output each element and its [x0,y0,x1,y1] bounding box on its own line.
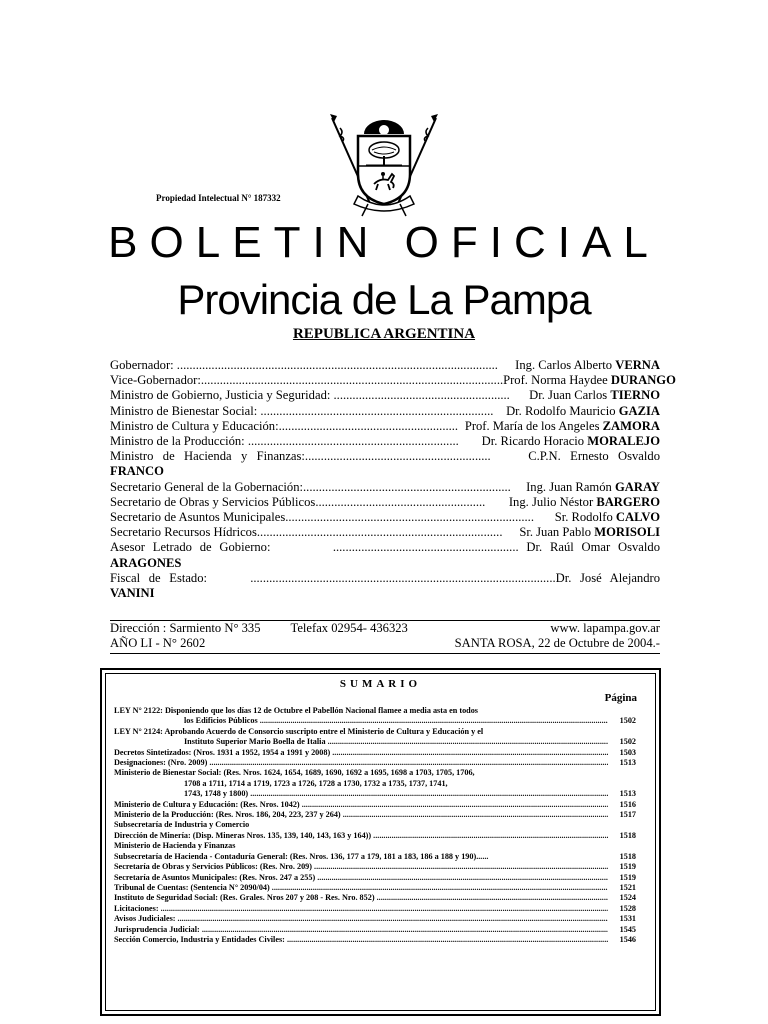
toc-entry-text: los Edificios Públicos [184,716,258,726]
official-role: Secretario General de la Gobernación:.................................................................. [110,479,511,494]
official-role: Gobernador: ...................................................................................................... [110,358,498,372]
toc-entry-text: Secretaría de Obras y Servicios Públicos: (Res. Nro. 209) [114,862,312,872]
toc-entry[interactable] [114,831,636,841]
toc-page-number: 1518 [619,851,636,861]
toc-entry-text: 1708 a 1711, 1714 a 1719, 1723 a 1726, 1728 a 1730, 1732 a 1735, 1737, 1741, [184,778,448,788]
toc-entry-text: Secretaría de Asuntos Municipales: (Res. Nros. 247 a 255) [114,872,316,882]
toc-entry[interactable] [114,748,636,758]
official-row: Asesor Letrado de Gobierno: ........................................................... Dr. Raúl Omar Osvaldo [110,540,660,555]
official-row [110,495,660,510]
toc-entry-text: Instituto de Seguridad Social: (Res. Grales. Nros 207 y 208 - Res. Nro. 852) [114,893,375,903]
toc-page-number: 1531 [619,914,636,924]
toc-page-number: 1519 [619,872,636,882]
toc-entry-text: Jurisprudencia Judicial: [114,924,200,934]
official-row [110,434,660,449]
official-role: Secretario de Obras y Servicios Públicos...................................................... [110,494,486,509]
provincial-coat-of-arms-icon [328,112,440,220]
official-name: Ing. Juan Ramón [526,479,615,494]
toc-entry-continuation[interactable] [114,737,636,747]
toc-page-number: 1546 [619,934,636,944]
official-row [110,510,660,525]
sumario-title: SUMARIO [339,678,422,690]
toc-entry-text: LEY N° 2122: Disponiendo que los días 12 de Octubre el Pabellón Nacional flamee a media asta en todos [114,706,478,715]
intellectual-property-notice: Propiedad Intelectual N° 187332 [156,193,281,203]
toc-entry[interactable] [114,935,636,945]
toc-page-number: 1502 [619,716,636,726]
toc-entry[interactable] [114,727,636,737]
official-name: Dr. Juan Carlos [529,388,611,403]
official-row [110,404,660,419]
official-name: Dr. José Alejandro [555,570,660,585]
toc-entry-text: Subsecretaría de Hacienda - Contaduría General: (Res. Nros. 136, 177 a 179, 181 a 183, 186 a 188 y 190)...... [114,851,489,861]
toc-page-number: 1521 [619,882,636,892]
toc-entry-text: Sección Comercio, Industria y Entidades Civiles: [114,934,285,944]
official-surname: FRANCO [110,464,164,479]
official-name: Prof. Norma Haydee [503,373,611,388]
toc-entry-continuation[interactable] [114,789,636,799]
official-surname: BARGERO [596,494,660,509]
toc-entry[interactable] [114,862,636,872]
official-row [110,480,660,495]
address: Dirección : Sarmiento N° 335 [110,621,261,635]
official-row [110,525,660,540]
official-role: Ministro de la Producción: ................................................................... [110,434,459,449]
toc-entry[interactable] [114,904,636,914]
toc-entry-text: Avisos Judiciales: [114,914,176,924]
sumario-box [100,668,661,1016]
toc-entry[interactable] [114,883,636,893]
province-title: Provincia de La Pampa [177,276,591,323]
official-row [110,358,660,373]
toc-page-number: 1502 [619,737,636,747]
official-surname: GARAY [614,479,660,494]
toc-page-number: 1545 [619,924,636,934]
toc-entry[interactable] [114,893,636,903]
official-surname: DURANGO [610,373,676,388]
toc-page-number: 1513 [619,758,636,768]
telefax: Telefax 02954- 436323 [290,621,408,635]
official-name: Prof. María de los Angeles [464,418,603,433]
officials-list [110,358,676,601]
toc-entry-text: 1743, 1748 y 1800) [184,789,249,799]
toc-page-number: 1518 [619,830,636,840]
official-role: Ministro de Cultura y Educación:......................................................... [110,418,459,433]
official-surname: MORISOLI [594,525,660,540]
toc-entry-continuation[interactable] [114,716,636,726]
toc-entry[interactable] [114,810,636,820]
official-role: Asesor Letrado de Gobierno: [110,540,271,555]
toc-page-number: 1519 [619,862,636,872]
page-column-header: Página [604,692,637,704]
toc-entry-text: Subsecretaría de Industria y Comercio [114,820,250,830]
toc-entry[interactable] [114,758,636,768]
toc-entry-text: Licitaciones: [114,903,159,913]
toc-entry-text: Ministerio de Hacienda y Finanzas [114,841,236,851]
official-role: Secretario Recursos Hídricos.............................................................................. [110,525,503,540]
toc-page-number: 1513 [619,789,636,799]
official-name: Ing. Julio Néstor [508,494,597,509]
official-surname: VERNA [615,358,660,372]
official-name: Dr. Raúl Omar Osvaldo [518,540,660,555]
toc-entry[interactable] [114,852,636,862]
toc-entry[interactable] [114,914,636,924]
toc-page-number: 1503 [619,747,636,757]
website-link[interactable]: www. lapampa.gov.ar [550,621,660,635]
country-heading: REPUBLICA ARGENTINA [292,326,476,342]
official-row [110,419,660,434]
toc-page-number: 1516 [619,799,636,809]
official-surname: GAZIA [618,403,660,418]
toc-entry-text: Designaciones: (Nro. 2009) [114,758,208,768]
official-name: Sr. Rodolfo [554,510,616,525]
toc-entry[interactable] [114,820,636,830]
official-role: Ministro de Bienestar Social: .......................................................................... [110,403,494,418]
official-surname: TIERNO [610,388,660,403]
toc-page-number: 1517 [619,810,636,820]
toc-entry[interactable] [114,841,636,851]
toc-entry-text: Ministerio de Bienestar Social: (Res. Nros. 1624, 1654, 1689, 1690, 1692 a 1695, 1698 a 1703, 1705, 1706, [114,768,475,778]
official-role: Ministro de Gobierno, Justicia y Seguridad: ........................................................ [110,388,510,403]
official-role: Fiscal de Estado: [110,570,208,585]
toc-entry-text: Decretos Sintetizados: (Nros. 1931 a 1952, 1954 a 1991 y 2008) [114,747,331,757]
publication-info [110,620,660,654]
official-row [110,373,676,388]
toc-entry-text: Ministerio de la Producción: (Res. Nros. 186, 204, 223, 237 y 264) [114,810,341,820]
official-role: Ministro de Hacienda y Finanzas: [110,449,305,464]
toc-entry-text: Dirección de Minería: (Disp. Mineras Nros. 135, 139, 140, 143, 163 y 164)) [114,830,372,840]
official-surname: CALVO [615,510,660,525]
toc-entry-continuation[interactable] [114,779,636,789]
official-name: Ing. Carlos Alberto [515,358,616,372]
official-row [110,388,660,403]
official-role: Secretario de Asuntos Municipales............................................................................... [110,510,534,525]
toc-entry[interactable] [114,768,636,778]
toc-page-number: 1524 [619,893,636,903]
official-name: C.P.N. Ernesto Osvaldo [518,449,660,464]
toc-page-number: 1528 [619,903,636,913]
bulletin-title: BOLETIN OFICIAL [108,218,660,267]
toc-entry[interactable] [114,925,636,935]
official-surname: MORALEJO [587,434,660,449]
place-date: SANTA ROSA, 22 de Octubre de 2004.- [454,636,660,650]
official-surname: ZAMORA [602,418,660,433]
official-name: Dr. Ricardo Horacio [481,434,588,449]
official-surname: VANINI [110,586,155,601]
official-role: Vice-Gobernador:................................................................................................ [110,373,504,388]
toc-entry[interactable] [114,706,636,716]
toc-entry-text: LEY N° 2124: Aprobando Acuerdo de Consorcio suscripto entre el Ministerio de Cultura y Educación y el [114,726,484,736]
table-of-contents [114,706,636,945]
toc-entry-text: Instituto Superior Mario Boella de Italia [184,737,326,747]
toc-entry-text: Tribunal de Cuentas: (Sentencia N° 2090/04) [114,882,270,892]
toc-entry[interactable] [114,873,636,883]
official-name: Sr. Juan Pablo [519,525,595,540]
official-row: Ministro de Hacienda y Finanzas:........................................................... C.P.N. Ernesto Osvaldo [110,449,660,464]
issue-number: AÑO LI - N° 2602 [110,636,206,650]
official-name: Dr. Rodolfo Mauricio [506,403,619,418]
official-surname: ARAGONES [110,555,182,570]
toc-entry[interactable] [114,800,636,810]
official-row: Fiscal de Estado: .................................................................................................Dr. José Alejandro [110,570,660,585]
toc-entry-text: Ministerio de Cultura y Educación: (Res. Nros. 1042) [114,799,300,809]
